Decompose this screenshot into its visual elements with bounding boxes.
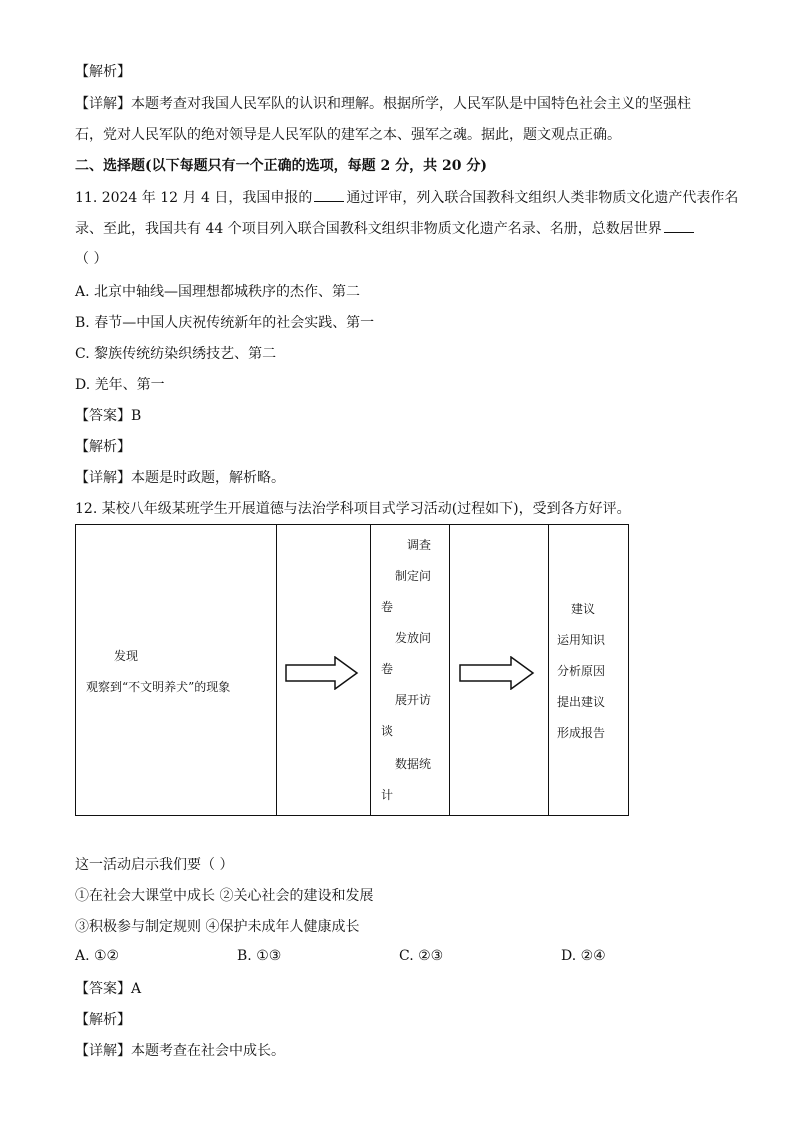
q12-analysis-label: 【解析】 xyxy=(75,1012,131,1028)
q11-stem-part-b: 通过评审，列入联合国教科文组织人类非物质文化遗产代表作名 xyxy=(346,190,739,206)
suggest-line-5: 形成报告 xyxy=(557,726,606,740)
q11-option-c: C. 黎族传统纺染织绣技艺、第二 xyxy=(75,346,277,362)
q12-options xyxy=(75,948,725,964)
q12-stem: 12. 某校八年级某班学生开展道德与法治学科项目式学习活动(过程如下)，受到各方好评。 xyxy=(75,501,631,517)
right-arrow-icon xyxy=(459,656,535,690)
q12-statements-line-1: ①在社会大课堂中成长 ②关心社会的建设和发展 xyxy=(75,888,374,904)
q12-answer: 【答案】A xyxy=(75,981,142,997)
table-cell-suggest xyxy=(549,525,629,816)
detail-text-line-1: 【详解】本题考查对我国人民军队的认识和理解。根据所学，人民军队是中国特色社会主义的坚强柱 xyxy=(75,96,691,112)
survey-line-2: 制定问 xyxy=(395,569,432,583)
survey-line-1: 调查 xyxy=(407,538,432,552)
q12-option-a: A. ①② xyxy=(75,948,120,964)
q11-detail: 【详解】本题是时政题，解析略。 xyxy=(75,470,285,486)
q11-answer: 【答案】B xyxy=(75,408,142,424)
discover-title: 发现 xyxy=(114,649,139,663)
table-cell-survey xyxy=(371,525,450,816)
suggest-line-2: 运用知识 xyxy=(557,633,606,647)
survey-line-5: 卷 xyxy=(381,662,394,676)
table-cell-arrow-2 xyxy=(450,525,549,816)
q12-question: 这一活动启示我们要（ ） xyxy=(75,857,234,873)
q12-option-d: D. ②④ xyxy=(561,948,606,964)
suggest-line-1: 建议 xyxy=(571,602,596,616)
detail-text-line-2: 石，党对人民军队的绝对领导是人民军队的建军之本、强军之魂。据此，题文观点正确。 xyxy=(75,127,621,143)
q11-stem-part-a: 11. 2024 年 12 月 4 日，我国申报的 xyxy=(75,190,313,206)
q12-option-b: B. ①③ xyxy=(237,948,282,964)
q12-detail: 【详解】本题考查在社会中成长。 xyxy=(75,1043,285,1059)
table-cell-discover xyxy=(76,525,277,816)
survey-line-8: 数据统 xyxy=(395,757,432,771)
right-arrow-icon xyxy=(285,656,359,690)
section-heading: 二、选择题(以下每题只有一个正确的选项，每题 2 分，共 20 分) xyxy=(75,158,487,174)
process-table xyxy=(75,524,629,816)
q11-blank-2 xyxy=(664,218,694,233)
q11-answer-paren: （ ） xyxy=(75,251,108,267)
survey-line-4: 发放问 xyxy=(395,631,432,645)
discover-text: 观察到“不文明养犬”的现象 xyxy=(86,680,231,694)
survey-line-6: 展开访 xyxy=(395,693,432,707)
q11-blank-1 xyxy=(314,187,344,202)
q11-stem-line-1 xyxy=(75,187,738,208)
q11-option-b: B. 春节—中国人庆祝传统新年的社会实践、第一 xyxy=(75,315,375,331)
survey-line-7: 谈 xyxy=(381,724,394,738)
q11-stem-line-2-text: 录、至此，我国共有 44 个项目列入联合国教科文组织非物质文化遗产名录、名册，总数居世界 xyxy=(75,221,662,237)
q12-statements-line-2: ③积极参与制定规则 ④保护未成年人健康成长 xyxy=(75,919,360,935)
q12-option-c: C. ②③ xyxy=(399,948,444,964)
q11-option-d: D. 羌年、第一 xyxy=(75,377,165,393)
suggest-line-4: 提出建议 xyxy=(557,695,606,709)
table-cell-arrow-1 xyxy=(277,525,371,816)
analysis-label-1: 【解析】 xyxy=(75,64,131,80)
suggest-line-3: 分析原因 xyxy=(557,664,606,678)
survey-line-9: 计 xyxy=(381,788,394,802)
q11-stem-line-2 xyxy=(75,218,696,239)
q11-analysis-label: 【解析】 xyxy=(75,439,131,455)
q11-option-a: A. 北京中轴线—国理想都城秩序的杰作、第二 xyxy=(75,284,361,300)
survey-line-3: 卷 xyxy=(381,600,394,614)
